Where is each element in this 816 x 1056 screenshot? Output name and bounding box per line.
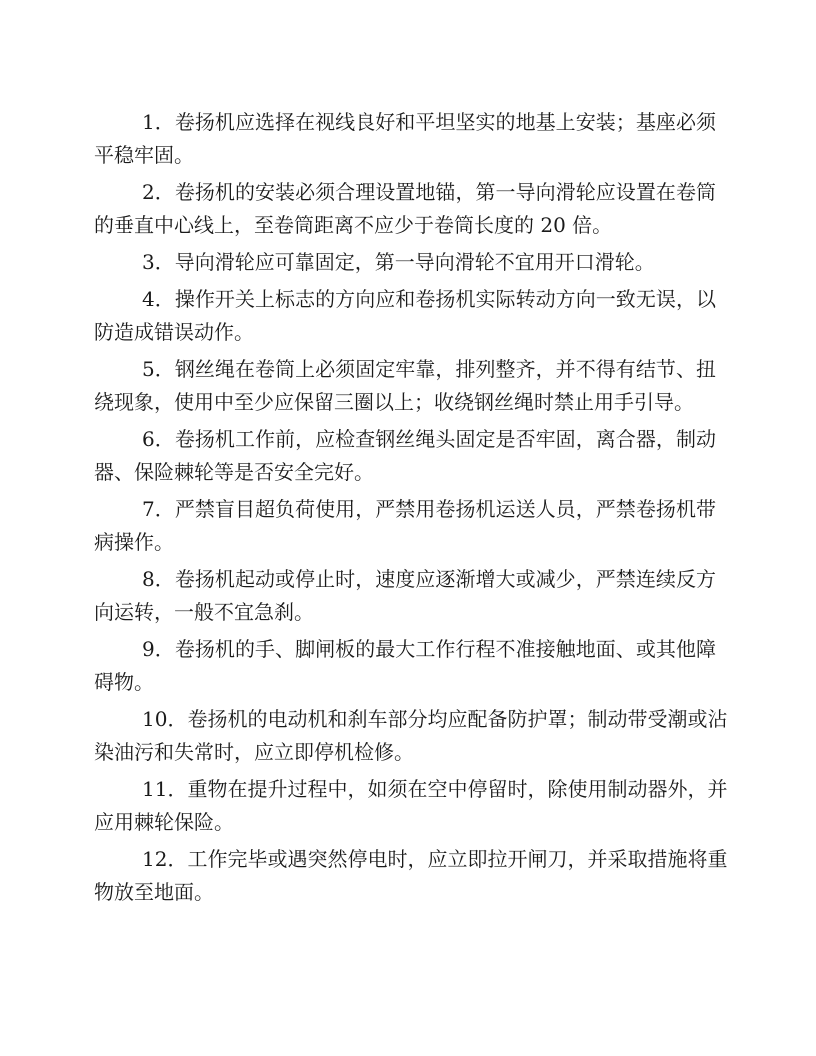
paragraph-6 [94,423,716,489]
paragraph-line: 2．卷扬机的安装必须合理设置地锚，第一导向滑轮应设置在卷筒 [142,180,716,204]
paragraph-7 [94,493,716,559]
paragraph-line: 9．卷扬机的手、脚闸板的最大工作行程不准接触地面、或其他障 [142,637,716,661]
paragraph-line: 11．重物在提升过程中，如须在空中停留时，除使用制动器外，并 [142,777,728,801]
paragraph-12 [94,843,728,909]
paragraph-2 [94,176,716,242]
paragraph-4 [94,283,716,349]
paragraph-line: 6．卷扬机工作前，应检查钢丝绳头固定是否牢固，离合器，制动 [142,427,716,451]
paragraph-line: 物放至地面。 [94,880,214,904]
paragraph-11 [94,773,728,839]
paragraph-line: 平稳牢固。 [94,143,194,167]
paragraph-10 [94,703,728,769]
paragraph-line: 碍物。 [94,670,154,694]
paragraph-line: 向运转，一般不宜急刹。 [94,600,314,624]
paragraph-line: 染油污和失常时，应立即停机检修。 [94,740,414,764]
paragraph-line: 防造成错误动作。 [94,320,254,344]
paragraph-line: 8．卷扬机起动或停止时，速度应逐渐增大或减少，严禁连续反方 [142,567,716,591]
paragraph-line: 绕现象，使用中至少应保留三圈以上；收绕钢丝绳时禁止用手引导。 [94,390,694,414]
paragraph-line: 器、保险棘轮等是否安全完好。 [94,460,374,484]
paragraph-line: 3．导向滑轮应可靠固定，第一导向滑轮不宜用开口滑轮。 [142,250,655,274]
paragraph-9 [94,633,716,699]
paragraph-line: 应用棘轮保险。 [94,810,234,834]
paragraph-5 [94,353,716,419]
paragraph-line: 1．卷扬机应选择在视线良好和平坦坚实的地基上安装；基座必须 [142,110,716,134]
paragraph-line: 4．操作开关上标志的方向应和卷扬机实际转动方向一致无误，以 [142,287,716,311]
paragraph-line: 病操作。 [94,530,174,554]
paragraph-line: 12．工作完毕或遇突然停电时，应立即拉开闸刀，并采取措施将重 [142,847,728,871]
paragraph-1 [94,106,716,172]
paragraph-line: 10．卷扬机的电动机和刹车部分均应配备防护罩；制动带受潮或沾 [142,707,728,731]
document-page [94,106,728,913]
paragraph-3 [94,246,716,279]
paragraph-line: 5．钢丝绳在卷筒上必须固定牢靠，排列整齐，并不得有结节、扭 [142,357,716,381]
paragraph-line: 7．严禁盲目超负荷使用，严禁用卷扬机运送人员，严禁卷扬机带 [142,497,716,521]
paragraph-line: 的垂直中心线上，至卷筒距离不应少于卷筒长度的 20 倍。 [94,213,613,237]
paragraph-8 [94,563,716,629]
